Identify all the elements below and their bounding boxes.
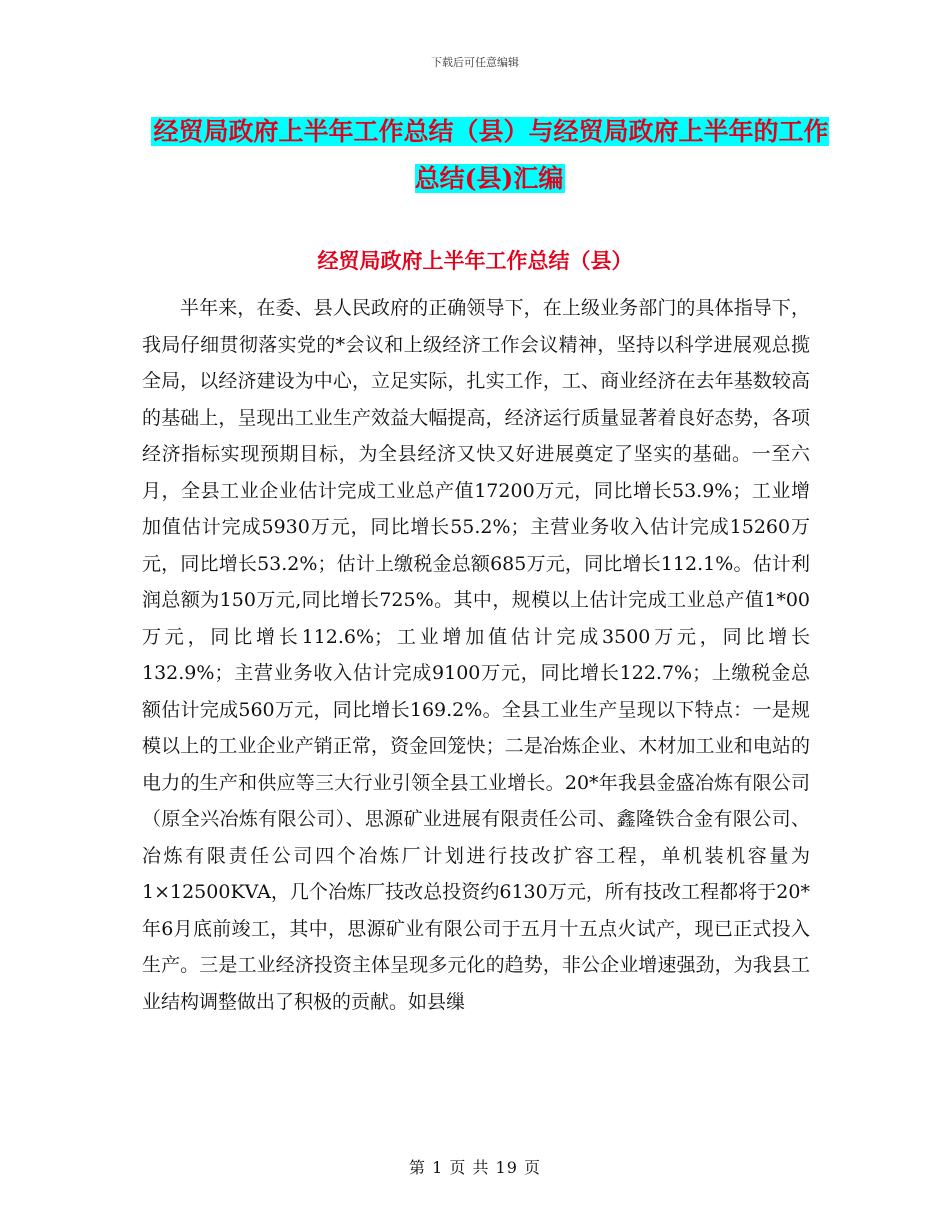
header-note: 下载后可任意编辑	[431, 56, 519, 69]
section-title: 经贸局政府上半年工作总结（县）	[317, 248, 633, 273]
page-footer: 第 1 页 共 19 页	[409, 1158, 541, 1177]
document-title-text: 经贸局政府上半年工作总结（县）与经贸局政府上半年的工作总结(县)汇编	[153, 117, 829, 193]
document-title	[140, 108, 840, 202]
body-paragraph: 半年来，在委、县人民政府的正确领导下，在上级业务部门的具体指导下，我局仔细贯彻落实党的*会议和上级经济工作会议精神，坚持以科学进展观总揽全局，以经济建设为中心，立足实际，扎实工作，工、商业经济在去年基数较高的基础上，呈现出工业生产效益大幅提高，经济运行质量显著着良好态势，各项经济指标实现预期目标，为全县经济又快又好进展奠定了坚实的基础。一至六月，全县工业企业估计完成工业总产值17200万元，同比增长53.9%；工业增加值估计完成5930万元，同比增长55.2%；主营业务收入估计完成15260万元，同比增长53.2%；估计上缴税金总额685万元，同比增长112.1%。估计利润总额为150万元,同比增长725%。其中，规模以上估计完成工业总产值1*00万元，同比增长112.6%；工业增加值估计完成3500万元，同比增长132.9%；主营业务收入估计完成9100万元，同比增长122.7%；上缴税金总额估计完成560万元，同比增长169.2%。全县工业生产呈现以下特点：一是规模以上的工业企业产销正常，资金回笼快；二是冶炼企业、木材加工业和电站的电力的生产和供应等三大行业引领全县工业增长。20*年我县金盛冶炼有限公司（原全兴冶炼有限公司）、思源矿业进展有限责任公司、鑫隆铁合金有限公司、冶炼有限责任公司四个冶炼厂计划进行技改扩容工程，单机装机容量为1×12500KVA，几个冶炼厂技改总投资约6130万元，所有技改工程都将于20*年6月底前竣工，其中，思源矿业有限公司于五月十五点火试产，现已正式投入生产。三是工业经济投资主体呈现多元化的趋势，非公企业增速强劲，为我县工业结构调整做出了积极的贡献。如县缫	[142, 297, 810, 1013]
